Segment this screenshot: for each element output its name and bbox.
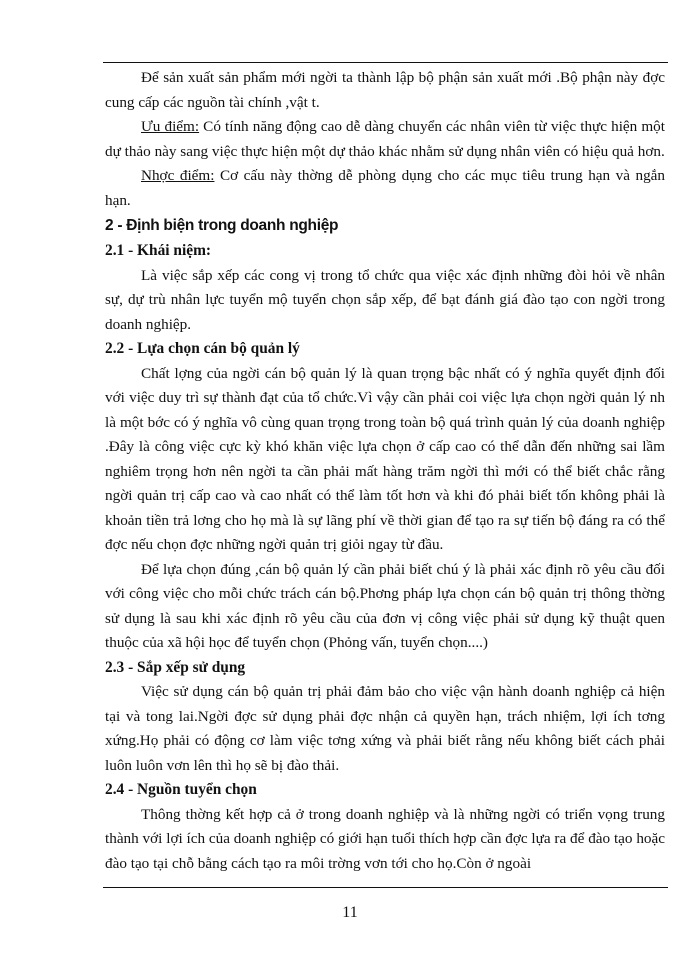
section-2-heading: 2 - Định biện trong doanh nghiệp <box>105 217 339 234</box>
disadvantages-label: Nhợc điểm: <box>141 167 215 184</box>
paragraph-advantages <box>105 115 665 164</box>
bottom-rule <box>103 887 668 888</box>
advantages-text: Có tính năng động cao dễ dàng chuyển các nhân viên từ việc thực hiện một dự thảo này sang việc thực hiện một dự thảo khác nhằm sử dụng nhân viên có hiệu quả hơn. <box>105 118 665 160</box>
section-2-2-paragraph-1: Chất lợng của ngời cán bộ quản lý là quan trọng bậc nhất có ý nghĩa quyết định đối với việc duy trì sự thành đạt của tổ chức.Vì vậy cần phải coi việc lựa chọn ngời quản lý nh là một bớc có ý nghĩa vô cùng quan trọng trong toàn bộ quá trình quản lý của doanh nghiệp .Đây là công việc cực kỳ khó khăn việc lựa chọn ở cấp cao có thể dẫn đến những sai lầm nghiêm trọng hơn nên ngời ta cần phải mất hàng trăm ngời thì mới có thể biết chắc rằng ngời quản trị cấp cao và cao nhất có thể làm tốt hơn và khi đó phải biết tốn không phải là khoản tiền trả lơng cho họ mà là sự lãng phí về thời gian để tạo ra sự tiến bộ đáng ra có thể đợc nếu chọn đợc những ngời quản trị giỏi ngay từ đầu. <box>105 364 665 553</box>
paragraph-intro: Để sản xuất sản phẩm mới ngời ta thành lập bộ phận sản xuất mới .Bộ phận này đợc cung cấp các nguồn tài chính ,vật t. <box>105 69 665 111</box>
disadvantages-text: Cơ cấu này thờng dễ phòng dụng cho các mục tiêu trung hạn và ngắn hạn. <box>105 167 666 209</box>
advantages-label: Ưu điểm: <box>141 118 200 135</box>
section-2-1-heading: 2.1 - Khái niệm: <box>105 242 212 259</box>
section-2-1-paragraph: Là việc sắp xếp các cong vị trong tổ chức qua việc xác định những đòi hỏi về nhân sự, dự trù nhân lực tuyển mộ tuyển chọn sắp xếp, để bạt đánh giá đào tạo con ngời trong doanh nghiệp. <box>105 266 665 333</box>
section-2-2-heading: 2.2 - Lựa chọn cán bộ quản lý <box>105 340 300 357</box>
top-rule <box>103 62 668 63</box>
section-2-4-paragraph: Thông thờng kết hợp cả ở trong doanh nghiệp và là những ngời có triển vọng trung thành với lợi ích của doanh nghiệp có giới hạn tuổi thích hợp cần đợc lựa ra để đào tạo hoặc đào tạo tại chỗ bằng cách tạo ra môi trờng vơn tới cho họ.Còn ở ngoài <box>105 805 665 872</box>
page-content <box>105 66 665 876</box>
paragraph-disadvantages <box>105 164 665 213</box>
section-2-3-paragraph: Việc sử dụng cán bộ quản trị phải đảm bảo cho việc vận hành doanh nghiệp cả hiện tại và tong lai.Ngời đợc sử dụng phải đợc nhận cả quyền hạn, trách nhiệm, lợi ích tơng xứng.Họ phải có động cơ làm việc tơng xứng và phải biết rằng nếu không biết cách phải luôn luôn vơn lên thì họ sẽ bị đào thải. <box>105 683 665 774</box>
section-2-3-heading: 2.3 - Sắp xếp sử dụng <box>105 658 246 676</box>
section-2-4-heading: 2.4 - Nguồn tuyển chọn <box>105 781 257 798</box>
section-2-2-paragraph-2: Để lựa chọn đúng ,cán bộ quản lý cần phải biết chú ý là phải xác định rõ yêu cầu đối với công việc cho mỗi chức trách cán bộ.Phơng pháp lựa chọn cán bộ quản trị thông thờng sử dụng là sau khi xác định rõ yêu cầu của đơn vị công việc phải sử dụng kỹ thuật quen thuộc của xã hội học để tuyển chọn (Phỏng vấn, tuyển chọn....) <box>105 560 665 651</box>
page-number: 11 <box>342 904 358 921</box>
